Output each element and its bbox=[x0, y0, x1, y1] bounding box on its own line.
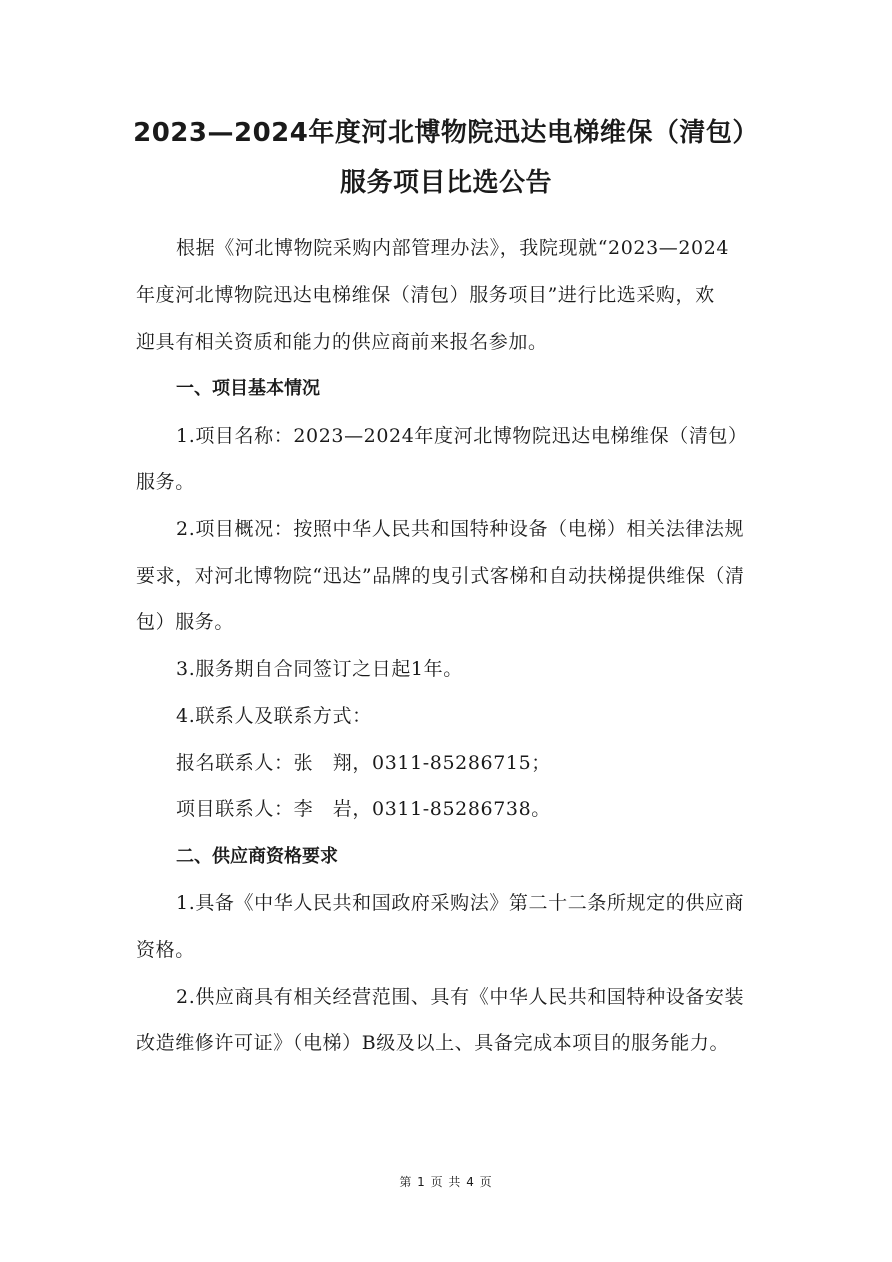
section1-item1-line2: 服务。 bbox=[136, 471, 195, 493]
section1-item2-line3: 包）服务。 bbox=[136, 611, 235, 633]
page-footer: 第 1 页 共 4 页 bbox=[399, 1175, 493, 1189]
document-title-line2: 服务项目比选公告 bbox=[339, 168, 552, 198]
section2-item2-line1: 2.供应商具有相关经营范围、具有《中华人民共和国特种设备安装 bbox=[176, 986, 745, 1008]
intro-paragraph-line2: 年度河北博物院迅达电梯维保（清包）服务项目”进行比选采购，欢 bbox=[136, 284, 715, 306]
contact-project: 项目联系人：李 岩，0311-85286738。 bbox=[176, 798, 551, 820]
section1-item2-line2: 要求，对河北博物院“迅达”品牌的曳引式客梯和自动扶梯提供维保（清 bbox=[136, 565, 745, 587]
contact-signup: 报名联系人：张 翔，0311-85286715； bbox=[176, 752, 551, 774]
section2-item2-line2: 改造维修许可证》（电梯）B级及以上、具备完成本项目的服务能力。 bbox=[136, 1032, 730, 1054]
section1-item3: 3.服务期自合同签订之日起1年。 bbox=[176, 658, 463, 680]
section1-heading: 一、项目基本情况 bbox=[176, 378, 320, 399]
section2-item1-line1: 1.具备《中华人民共和国政府采购法》第二十二条所规定的供应商 bbox=[176, 892, 745, 914]
intro-paragraph-line1: 根据《河北博物院采购内部管理办法》，我院现就“2023—2024 bbox=[176, 237, 730, 259]
section1-item1-line1: 1.项目名称：2023—2024年度河北博物院迅达电梯维保（清包） bbox=[176, 425, 748, 447]
document-title-line1: 2023—2024年度河北博物院迅达电梯维保（清包） bbox=[133, 118, 759, 148]
section2-item1-line2: 资格。 bbox=[136, 939, 195, 961]
section1-item4: 4.联系人及联系方式： bbox=[176, 705, 372, 727]
section1-item2-line1: 2.项目概况：按照中华人民共和国特种设备（电梯）相关法律法规 bbox=[176, 518, 745, 540]
section2-heading: 二、供应商资格要求 bbox=[176, 846, 338, 867]
intro-paragraph-line3: 迎具有相关资质和能力的供应商前来报名参加。 bbox=[136, 331, 548, 353]
